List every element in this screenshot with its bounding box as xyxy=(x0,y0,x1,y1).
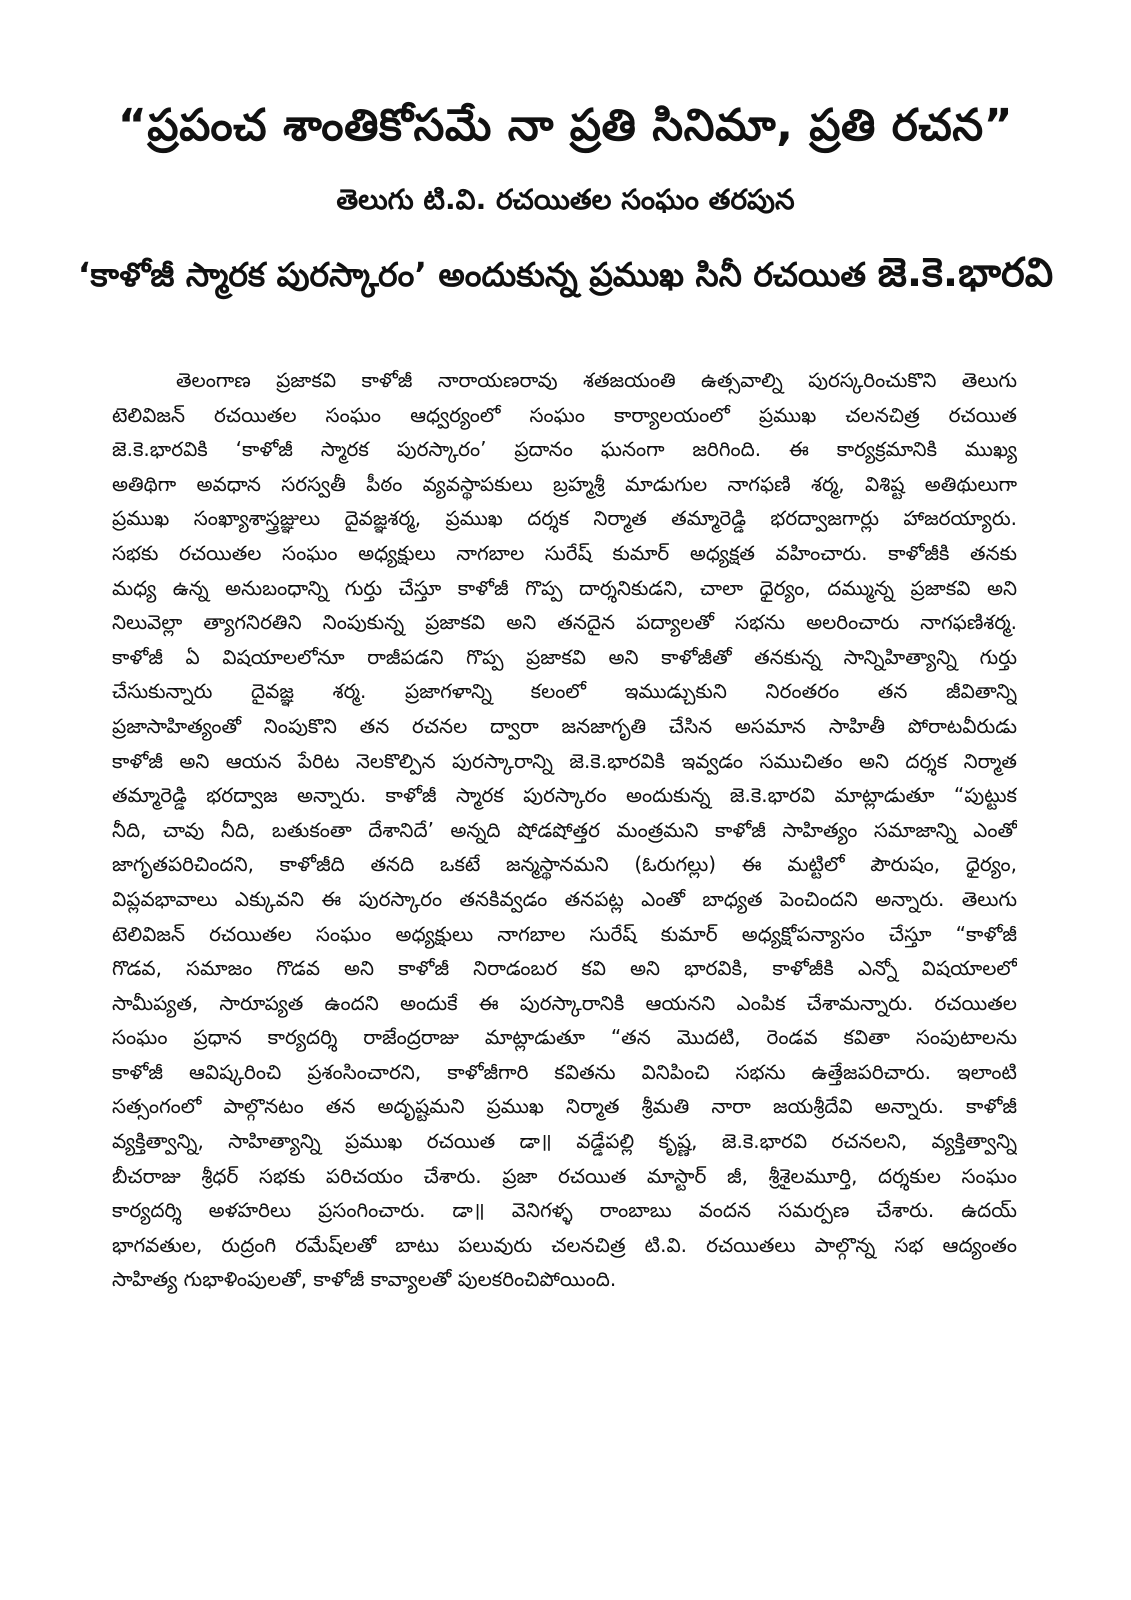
article-body xyxy=(112,363,1017,1297)
article-line: కాళోజీ ఆవిష్కరించి ప్రశంసించారని, కాళోజీగారి కవితను వినిపించి సభను ఉత్తేజపరిచారు. ఇలాంటి xyxy=(112,1059,1017,1084)
article-line: బీచరాజు శ్రీధర్ సభకు పరిచయం చేశారు. ప్రజా రచయిత మాస్టార్ జీ, శ్రీశైలమూర్తి, దర్శకుల సంఘం xyxy=(112,1163,1017,1188)
article-line: గొడవ, సమాజం గొడవ అని కాళోజీ నిరాడంబర కవి అని భారవికి, కాళోజీకి ఎన్నో విషయాలలో xyxy=(112,956,1017,981)
headline-award-line xyxy=(40,250,1091,306)
headline-main: “ప్రపంచ శాంతికోసమే నా ప్రతి సినిమా, ప్రతి రచన” xyxy=(117,100,1014,151)
article-line: మధ్య ఉన్న అనుబంధాన్ని గుర్తు చేస్తూ కాళోజీ గొప్ప దార్శనికుడని, చాలా ధైర్యం, దమ్మున్న ప్రజాకవి అని xyxy=(112,575,1017,600)
article-line: వ్యక్తిత్వాన్ని, సాహిత్యాన్ని ప్రముఖ రచయిత డా॥ వడ్డేపల్లి కృష్ణ, జె.కె.భారవి రచనలని, వ్యక్తిత్వాన్ని xyxy=(112,1129,1017,1154)
article-line: కార్యదర్శి అళహరిలు ప్రసంగించారు. డా॥ వెనిగళ్ళ రాంబాబు వందన సమర్పణ చేశారు. ఉదయ్ xyxy=(112,1198,1017,1223)
article-line: నిలువెల్లా త్యాగనిరతిని నింపుకున్న ప్రజాకవి అని తనదైన పద్యాలతో సభను అలరించారు నాగఫణిశర్మ. xyxy=(112,610,1017,635)
article-line: సాహిత్య గుభాళింపులతో, కాళోజీ కావ్యాలతో పులకరించిపోయింది. xyxy=(112,1267,617,1292)
article-line: విప్లవభావాలు ఎక్కువని ఈ పురస్కారం తనకివ్వడం తనపట్ల ఎంతో బాధ్యత పెంచిందని అన్నారు. తెలుగు xyxy=(112,886,1017,911)
headline-subtitle: తెలుగు టి.వి. రచయితల సంఘం తరపున xyxy=(336,183,795,216)
article-line: జె.కె.భారవికి ‘కాళోజీ స్మారక పురస్కారం’ ప్రదానం ఘనంగా జరిగింది. ఈ కార్యక్రమానికి ముఖ్య xyxy=(112,437,1017,462)
headline-awardee-name: జె.కె.భారవి xyxy=(877,250,1054,296)
article-line: టెలివిజన్ రచయితల సంఘం అధ్యక్షులు నాగబాల సురేష్ కుమార్ అధ్యక్షోపన్యాసం చేస్తూ “కాళోజీ xyxy=(112,921,1017,946)
article-line: సభకు రచయితల సంఘం అధ్యక్షులు నాగబాల సురేష్ కుమార్ అధ్యక్షత వహించారు. కాళోజీకి తనకు xyxy=(112,540,1017,565)
article-line: టెలివిజన్ రచయితల సంఘం ఆధ్వర్యంలో సంఘం కార్యాలయంలో ప్రముఖ చలనచిత్ర రచయిత xyxy=(112,402,1017,427)
article-line: కాళోజీ అని ఆయన పేరిట నెలకొల్పిన పురస్కారాన్ని జె.కె.భారవికి ఇవ్వడం సముచితం అని దర్శక నిర్మాత xyxy=(112,748,1017,773)
article-line: ప్రముఖ సంఖ్యాశాస్త్రజ్ఞులు దైవజ్ఞశర్మ, ప్రముఖ దర్శక నిర్మాత తమ్మారెడ్డి భరద్వాజగార్లు హాజరయ్యారు. xyxy=(112,506,1017,531)
article-line: తెలంగాణ ప్రజాకవి కాళోజీ నారాయణరావు శతజయంతి ఉత్సవాల్ని పురస్కరించుకొని తెలుగు xyxy=(176,368,1017,392)
article-line: జాగృతపరిచిందని, కాళోజీది తనది ఒకటే జన్మస్థానమని (ఓరుగల్లు) ఈ మట్టిలో పౌరుషం, ధైర్యం, xyxy=(112,852,1017,877)
article-line: సత్సంగంలో పాల్గొనటం తన అదృష్టమని ప్రముఖ నిర్మాత శ్రీమతి నారా జయశ్రీదేవి అన్నారు. కాళోజీ xyxy=(112,1094,1017,1119)
article-line: భాగవతుల, రుద్రంగి రమేష్‌లతో బాటు పలువురు చలనచిత్ర టి.వి. రచయితలు పాల్గొన్న సభ ఆద్యంతం xyxy=(112,1232,1017,1257)
article-line: సంఘం ప్రధాన కార్యదర్శి రాజేంద్రరాజు మాట్లాడుతూ “తన మొదటి, రెండవ కవితా సంపుటాలను xyxy=(112,1025,1017,1050)
article-line: సామీప్యత, సారూప్యత ఉందని అందుకే ఈ పురస్కారానికి ఆయనని ఎంపిక చేశామన్నారు. రచయితల xyxy=(112,990,1017,1015)
article-line: అతిథిగా అవధాన సరస్వతీ పీఠం వ్యవస్థాపకులు బ్రహ్మశ్రీ మాడుగుల నాగఫణి శర్మ, విశిష్ట అతిథులుగా xyxy=(112,471,1017,496)
article-line: ప్రజాసాహిత్యంతో నింపుకొని తన రచనల ద్వారా జనజాగృతి చేసిన అసమాన సాహితీ పోరాటవీరుడు xyxy=(112,713,1017,738)
headline-award-text: ‘కాళోజీ స్మారక పురస్కారం’ అందుకున్న ప్రముఖ సినీ రచయిత xyxy=(77,255,867,294)
article-line: నీది, చావు నీది, బతుకంతా దేశానిదే’ అన్నది షోడషోత్తర మంత్రమని కాళోజీ సాహిత్యం సమాజాన్ని ఎంతో xyxy=(112,817,1017,842)
article-line: కాళోజీ ఏ విషయాలలోనూ రాజీపడని గొప్ప ప్రజాకవి అని కాళోజీతో తనకున్న సాన్నిహిత్యాన్ని గుర్తు xyxy=(112,644,1017,669)
article-line: తమ్మారెడ్డి భరద్వాజ అన్నారు. కాళోజీ స్మారక పురస్కారం అందుకున్న జె.కె.భారవి మాట్లాడుతూ “పుట్టుక xyxy=(112,783,1017,808)
article-line: చేసుకున్నారు దైవజ్ఞ శర్మ. ప్రజాగళాన్ని కలంలో ఇముడ్చుకుని నిరంతరం తన జీవితాన్ని xyxy=(112,679,1017,704)
